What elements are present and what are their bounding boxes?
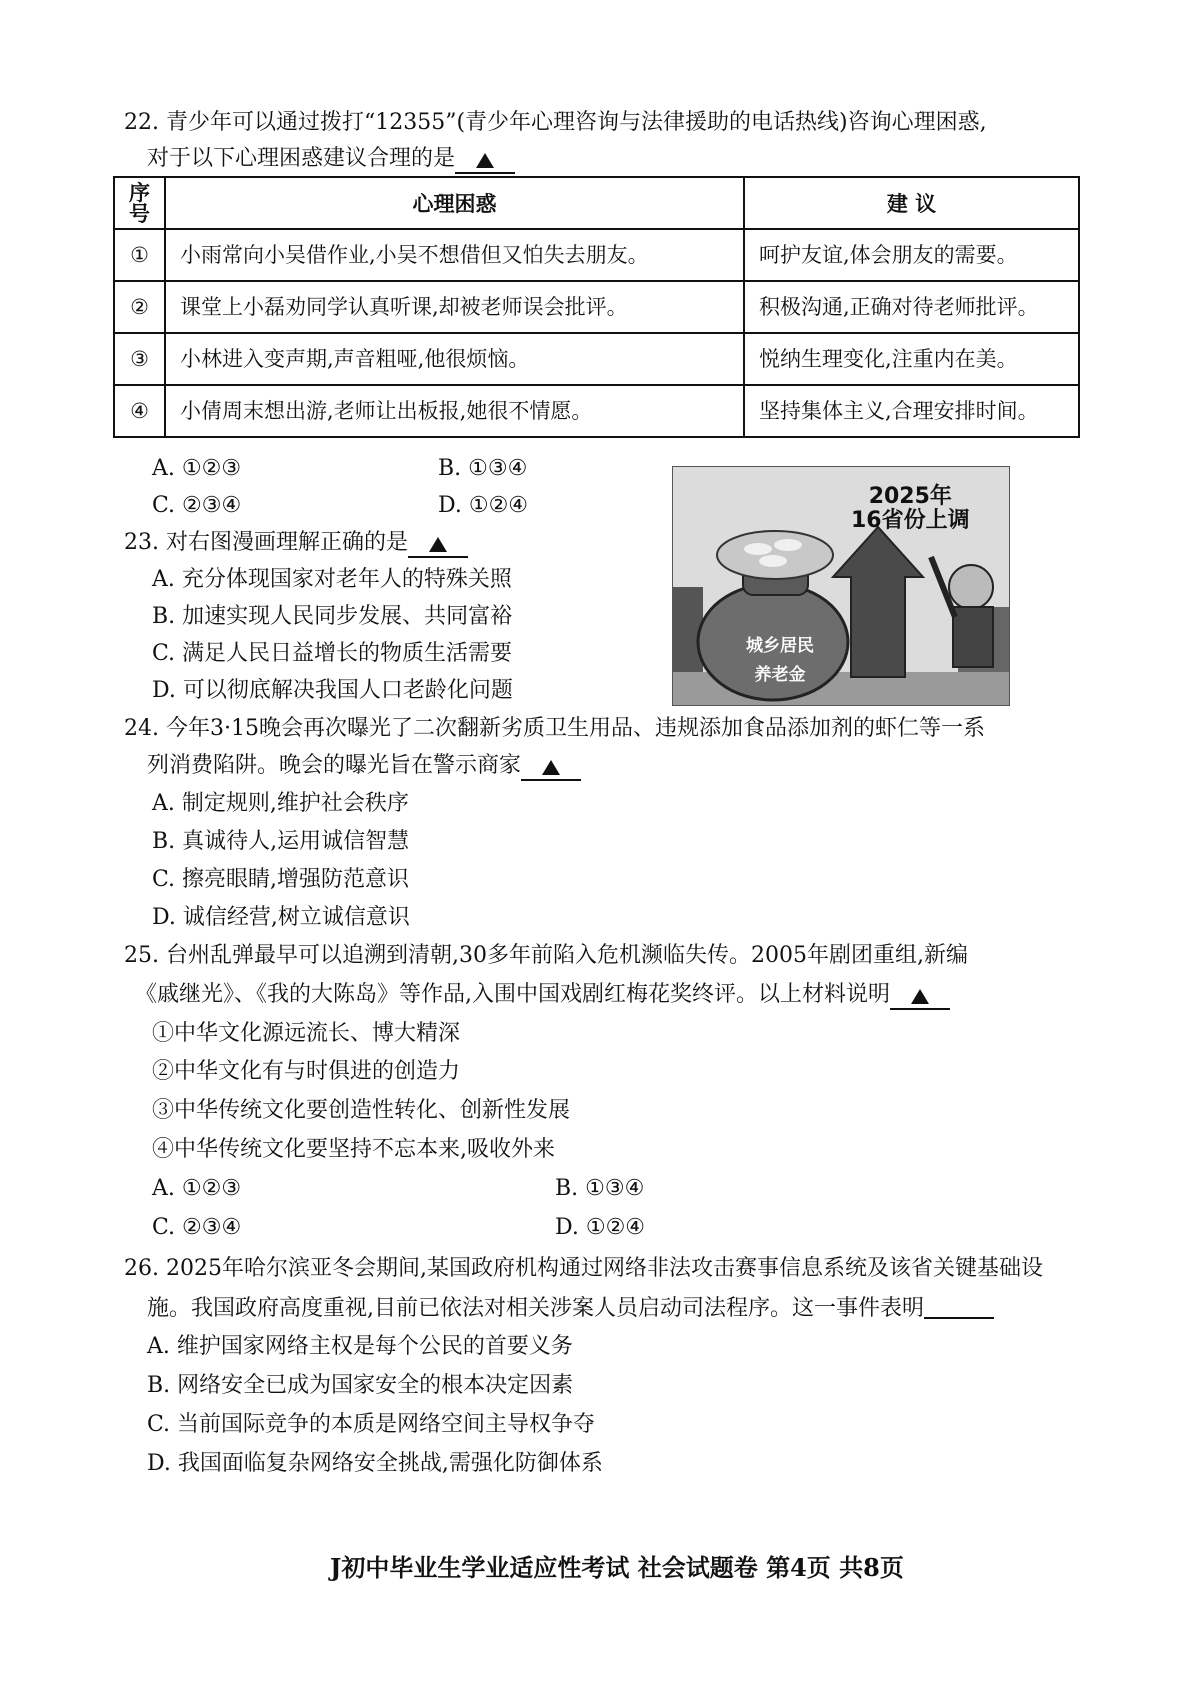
- q25-option-b: B. ①③④: [555, 1176, 645, 1201]
- q23-stem: [124, 532, 468, 558]
- q23-option-b: B. 加速实现人民同步发展、共同富裕: [152, 604, 513, 629]
- q25-option-c: C. ②③④: [152, 1215, 242, 1240]
- row-number: ①: [114, 229, 165, 281]
- q24-option-a: A. 制定规则,维护社会秩序: [152, 791, 409, 816]
- answer-blank: [455, 152, 515, 174]
- bag-label: [725, 632, 835, 690]
- q24-option-b: B. 真诚待人,运用诚信智慧: [152, 829, 410, 854]
- q22-stem-line1: 22. 青少年可以通过拨打“12355”(青少年心理咨询与法律援助的电话热线)咨询心理困惑,: [124, 110, 987, 135]
- row-issue: 小雨常向小吴借作业,小吴不想借但又怕失去朋友。: [165, 229, 744, 281]
- row-advice: 积极沟通,正确对待老师批评。: [744, 281, 1079, 333]
- q26-option-d: D. 我国面临复杂网络安全挑战,需强化防御体系: [147, 1451, 603, 1476]
- cartoon-caption-line2: 16省份上调: [851, 508, 970, 534]
- table-row: [114, 333, 1079, 385]
- header-number: 序号: [114, 177, 165, 229]
- table-row: [114, 281, 1079, 333]
- q22-option-c: C. ②③④: [152, 493, 242, 518]
- q25-stem-text: 《戚继光》、《我的大陈岛》等作品,入围中国戏剧红梅花奖终评。以上材料说明: [135, 982, 890, 1007]
- table-row: [114, 385, 1079, 437]
- triangle-icon: [542, 760, 560, 775]
- row-number: ②: [114, 281, 165, 333]
- pension-cartoon: [672, 466, 1010, 706]
- q24-stem-line2: [147, 755, 581, 781]
- q22-option-b: B. ①③④: [438, 456, 528, 481]
- row-issue: 小倩周末想出游,老师让出板报,她很不情愿。: [165, 385, 744, 437]
- q25-item-3: ③中华传统文化要创造性转化、创新性发展: [152, 1098, 571, 1123]
- triangle-icon: [429, 537, 447, 552]
- q22-stem-text: 对于以下心理困惑建议合理的是: [147, 146, 456, 171]
- q25-item-4: ④中华传统文化要坚持不忘本来,吸收外来: [152, 1137, 555, 1162]
- q23-option-c: C. 满足人民日益增长的物质生活需要: [152, 641, 513, 666]
- triangle-icon: [911, 989, 929, 1004]
- q23-option-d: D. 可以彻底解决我国人口老龄化问题: [152, 678, 513, 703]
- q26-option-b: B. 网络安全已成为国家安全的根本决定因素: [147, 1373, 574, 1398]
- q24-option-d: D. 诚信经营,树立诚信意识: [152, 905, 410, 930]
- triangle-icon: [476, 153, 494, 168]
- q26-stem-line1: 26. 2025年哈尔滨亚冬会期间,某国政府机构通过网络非法攻击赛事信息系统及该省关键基础设: [124, 1256, 1043, 1281]
- q26-stem-text: 施。我国政府高度重视,目前已依法对相关涉案人员启动司法程序。这一事件表明: [147, 1296, 924, 1321]
- q23-stem-text: 23. 对右图漫画理解正确的是: [124, 530, 408, 555]
- q24-stem-text: 列消费陷阱。晚会的曝光旨在警示商家: [147, 753, 522, 778]
- q22-option-a: A. ①②③: [152, 456, 242, 481]
- cartoon-caption-line1: 2025年: [868, 484, 952, 509]
- page-footer: J初中毕业生学业适应性考试 社会试题卷 第4页 共8页: [330, 1553, 904, 1582]
- row-number: ③: [114, 333, 165, 385]
- q24-stem-line1: 24. 今年3·15晚会再次曝光了二次翻新劣质卫生用品、违规添加食品添加剂的虾仁等一系: [124, 716, 985, 741]
- answer-blank: [924, 1297, 994, 1319]
- table-row: [114, 229, 1079, 281]
- q26-option-c: C. 当前国际竞争的本质是网络空间主导权争夺: [147, 1412, 596, 1437]
- q26-option-a: A. 维护国家网络主权是每个公民的首要义务: [147, 1334, 573, 1359]
- table-header-row: [114, 177, 1079, 229]
- q25-option-a: A. ①②③: [152, 1176, 242, 1201]
- q24-option-c: C. 擦亮眼睛,增强防范意识: [152, 867, 410, 892]
- header-advice: 建 议: [744, 177, 1079, 229]
- q22-table: [113, 176, 1080, 438]
- q25-item-2: ②中华文化有与时俱进的创造力: [152, 1059, 461, 1084]
- answer-blank: [408, 536, 468, 558]
- row-advice: 坚持集体主义,合理安排时间。: [744, 385, 1079, 437]
- q25-item-1: ①中华文化源远流长、博大精深: [152, 1021, 461, 1046]
- q25-stem-line2: [135, 984, 950, 1010]
- bag-label-line1: 城乡居民: [746, 636, 814, 656]
- q23-option-a: A. 充分体现国家对老年人的特殊关照: [152, 567, 512, 592]
- header-issue: 心理困惑: [165, 177, 744, 229]
- q22-stem-line2: [147, 148, 515, 174]
- answer-blank: [890, 988, 950, 1010]
- row-number: ④: [114, 385, 165, 437]
- answer-blank: [521, 759, 581, 781]
- row-issue: 小林进入变声期,声音粗哑,他很烦恼。: [165, 333, 744, 385]
- q25-option-d: D. ①②④: [555, 1215, 646, 1240]
- cartoon-caption: [851, 485, 970, 533]
- row-advice: 悦纳生理变化,注重内在美。: [744, 333, 1079, 385]
- row-advice: 呵护友谊,体会朋友的需要。: [744, 229, 1079, 281]
- row-issue: 课堂上小磊劝同学认真听课,却被老师误会批评。: [165, 281, 744, 333]
- q22-option-d: D. ①②④: [438, 493, 529, 518]
- bag-label-line2: 养老金: [754, 664, 806, 685]
- q25-stem-line1: 25. 台州乱弹最早可以追溯到清朝,30多年前陷入危机濒临失传。2005年剧团重组,新编: [124, 943, 968, 968]
- q26-stem-line2: [147, 1297, 994, 1320]
